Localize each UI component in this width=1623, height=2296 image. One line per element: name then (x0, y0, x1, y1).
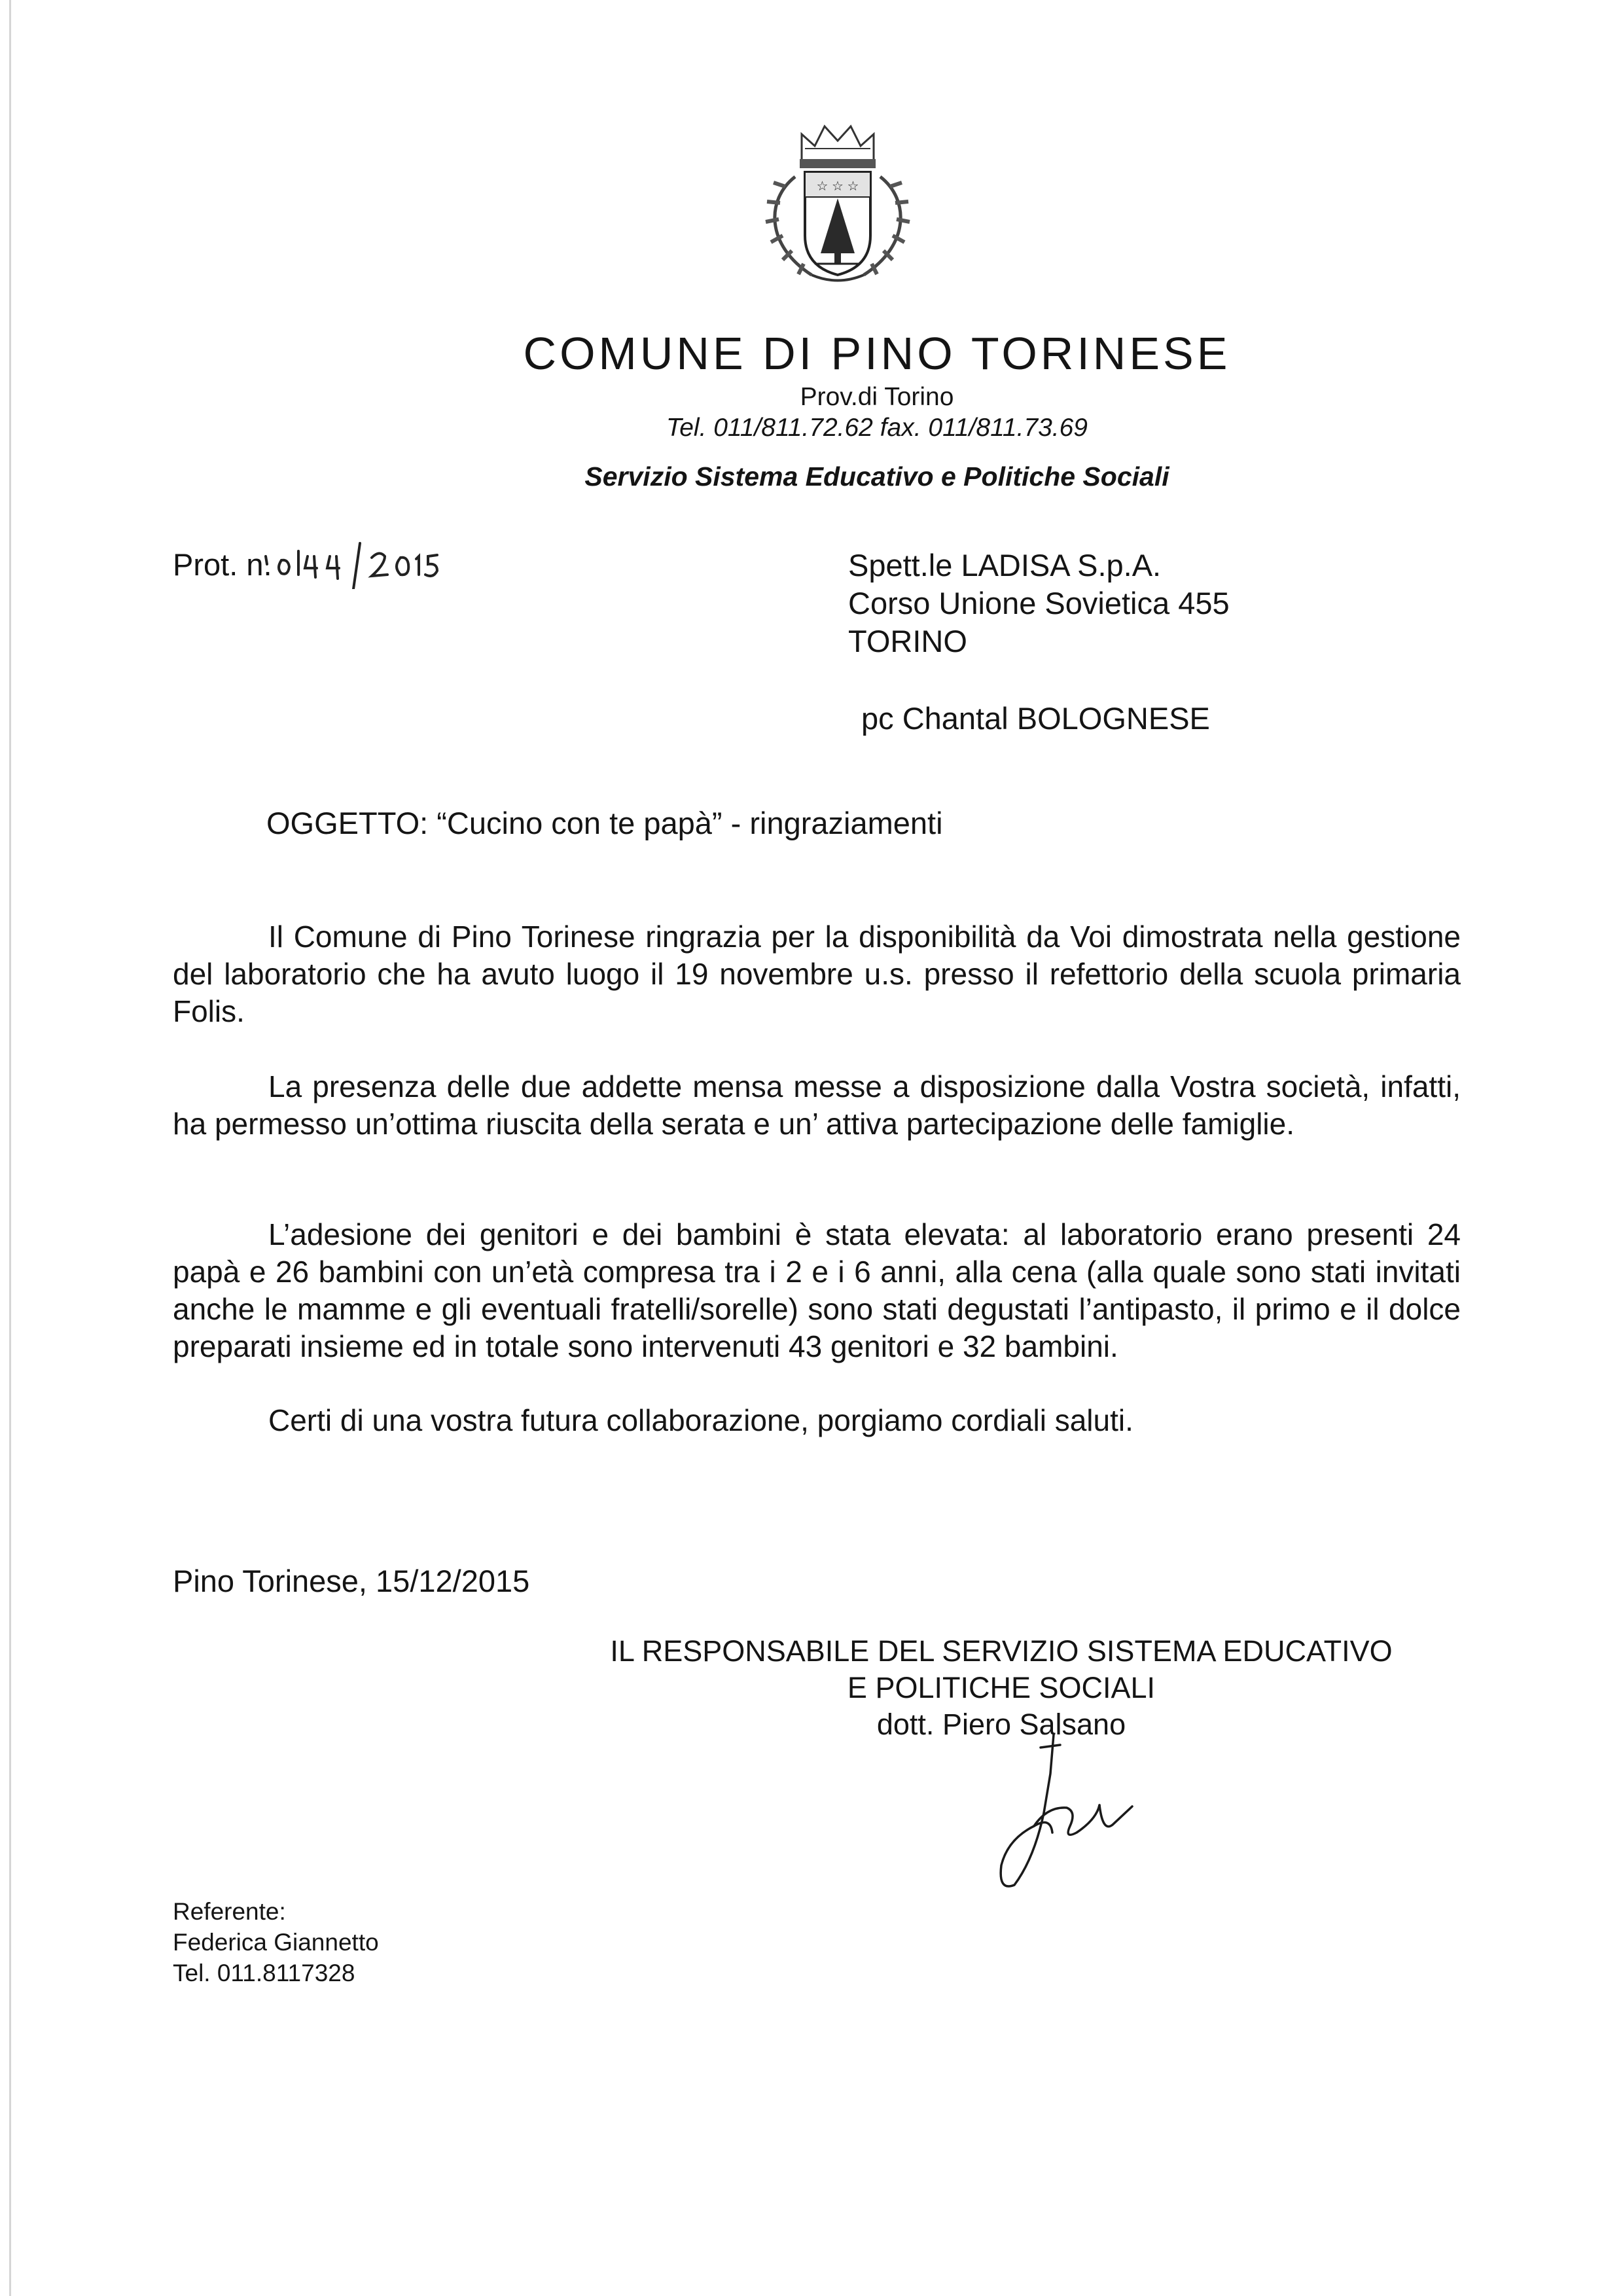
signatory-name: dott. Piero Salsano (876, 1708, 1126, 1741)
handwritten-signature (936, 1734, 1152, 1892)
recipient-street: Corso Unione Sovietica 455 (848, 586, 1230, 620)
signatory-title-line1: IL RESPONSABILE DEL SERVIZIO SISTEMA EDUCATIVO (610, 1634, 1393, 1668)
place-date: Pino Torinese, 15/12/2015 (173, 1564, 530, 1598)
svg-text:☆ ☆ ☆: ☆ ☆ ☆ (816, 179, 859, 194)
coat-of-arms-icon (740, 115, 936, 298)
contact-line: Tel. 011/811.72.62 fax. 011/811.73.69 (666, 414, 1088, 442)
referent-name: Federica Giannetto (173, 1929, 379, 1956)
referent-phone: Tel. 011.8117328 (173, 1960, 355, 1986)
carbon-copy: pc Chantal BOLOGNESE (861, 701, 1210, 736)
province-line: Prov.di Torino (800, 383, 954, 411)
recipient-address (848, 547, 1230, 660)
protocol-label: Prot. n. (173, 547, 272, 582)
subject-line: OGGETTO: “Cucino con te papà” - ringraziamenti (266, 806, 943, 840)
signatory-title-line2: E POLITICHE SOCIALI (847, 1671, 1156, 1704)
recipient-city: TORINO (848, 624, 967, 658)
body-paragraph: La presenza delle due addette mensa messe a disposizione dalla Vostra società, infatti, ha permesso un’ottima riuscita della serata e un’ attiva partecipazione delle famiglie. (173, 1069, 1461, 1141)
referent-block (173, 1896, 379, 1988)
recipient-name: Spett.le LADISA S.p.A. (848, 548, 1162, 583)
closing-paragraph: Certi di una vostra futura collaborazione, porgiamo cordiali saluti. (268, 1403, 1133, 1437)
body-paragraph: Il Comune di Pino Torinese ringrazia per la disponibilità da Voi dimostrata nella gestione del laboratorio che ha avuto luogo il 19 novembre u.s. presso il refettorio della scuola primaria Folis. (173, 920, 1461, 1028)
signatory-block (582, 1633, 1420, 1743)
referent-label: Referente: (173, 1898, 286, 1925)
handwritten-protocol-number (262, 537, 576, 589)
service-line: Servizio Sistema Educativo e Politiche Sociali (584, 461, 1169, 492)
municipality-title: COMUNE DI PINO TORINESE (523, 328, 1231, 379)
body-paragraph: L’adesione dei genitori e dei bambini è stata elevata: al laboratorio erano presenti 24 papà e 26 bambini con un’età compresa tra i 2 e i 6 anni, alla cena (alla quale sono stati invitati anche le mamme e gli eventuali fratelli/sorelle) sono stati degustati l’antipasto, il primo e il dolce preparati insieme ed in totale sono intervenuti 43 genitori e 32 bambini. (173, 1217, 1461, 1363)
